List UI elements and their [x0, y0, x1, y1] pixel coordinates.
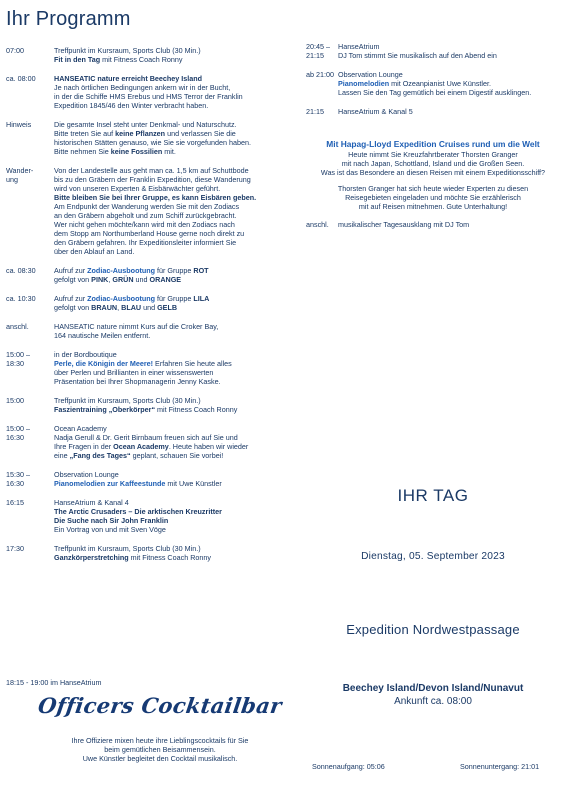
entry-line: [54, 147, 298, 156]
cocktail-title: Officers Cocktailbar: [36, 693, 284, 718]
entry-line: [54, 405, 298, 414]
promo-block: [306, 140, 560, 211]
text-span: Treffpunkt im Kursraum, Sports Club (30 Min.): [54, 544, 201, 553]
entry-line: [54, 368, 298, 377]
text-span: 164 nautische Meilen entfernt.: [54, 331, 151, 340]
text-span: Ein Vortrag von und mit Sven Vöge: [54, 525, 166, 534]
entry-time: 15:00 – 16:30: [6, 424, 30, 442]
schedule-entry: [6, 74, 298, 110]
entry-time: ca. 10:30: [6, 294, 36, 303]
text-span: dem Stopp am Northumberland House gerne noch direkt zu: [54, 229, 245, 238]
text-span: BRAUN: [91, 303, 118, 312]
text-span: Ganzkörperstretching: [54, 553, 129, 562]
entry-line: [54, 202, 298, 211]
entry-line: [54, 229, 298, 238]
entry-text: [54, 46, 298, 64]
entry-line: [54, 507, 298, 516]
entry-time: Hinweis: [6, 120, 32, 129]
text-span: HanseAtrium: [338, 42, 380, 51]
entry-line: [54, 322, 298, 331]
entry-time: Wander- ung: [6, 166, 34, 184]
text-span: Treffpunkt im Kursraum, Sports Club (30 Min.): [54, 396, 201, 405]
entry-line: [338, 70, 560, 79]
schedule-entry: [6, 120, 298, 156]
schedule-entry: [6, 470, 298, 488]
cocktail-time: 18:15 - 19:00 im HanseAtrium: [6, 678, 102, 687]
text-span: Je nach örtlichen Bedingungen ankern wir in der Bucht,: [54, 83, 231, 92]
entry-time: 15:30 – 16:30: [6, 470, 30, 488]
entry-text: [54, 120, 298, 156]
text-span: über Perlen und Brillianten in einer wissenswerten: [54, 368, 214, 377]
entry-time: ca. 08:00: [6, 74, 36, 83]
entry-text: [54, 74, 298, 110]
text-span: Die gesamte Insel steht unter Denkmal- und Naturschutz.: [54, 120, 237, 129]
text-span: eine: [54, 451, 70, 460]
text-line: mit nach Japan, Schottland, Island und die Großen Seen.: [341, 159, 525, 168]
text-line: Thorsten Granger hat sich heute wieder Experten zu diesen: [337, 184, 529, 193]
text-span: Zodiac-Ausbootung: [87, 294, 156, 303]
text-span: Aufruf zur: [54, 266, 88, 275]
entry-time: 07:00: [6, 46, 24, 55]
text-span: mit Ozeanpianist Uwe Künstler.: [389, 79, 491, 88]
evening-entries: [306, 42, 560, 126]
text-line: Ihre Offiziere mixen heute ihre Lieblingscocktails für Sie: [71, 736, 249, 745]
entry-line: [54, 331, 298, 340]
text-span: Die Suche nach Sir John Franklin: [54, 516, 169, 525]
sunrise-time: Sonnenaufgang: 05:06: [312, 762, 385, 771]
entry-line: [54, 424, 298, 433]
entry-time: anschl.: [6, 322, 29, 331]
text-line: Was ist das Besondere an diesen Reisen mit einem Expeditionsschiff?: [320, 168, 546, 177]
text-span: HanseAtrium & Kanal 4: [54, 498, 129, 507]
text-span: und verlassen Sie die: [165, 129, 236, 138]
text-span: HANSEATIC nature erreicht Beechey Island: [54, 74, 203, 83]
text-span: an den Gräbern abgeholt und zum Schiff zurückgebracht.: [54, 211, 237, 220]
entry-line: [338, 107, 560, 116]
text-span: GRÜN: [112, 275, 134, 284]
text-span: Ocean Academy: [113, 442, 169, 451]
entry-text: musikalischer Tagesausklang mit DJ Tom: [338, 220, 470, 229]
text-span: ORANGE: [149, 275, 182, 284]
text-span: ,: [108, 275, 113, 284]
text-span: mit Fitness Coach Ronny: [155, 405, 238, 414]
text-span: mit.: [162, 147, 176, 156]
text-span: HANSEATIC nature nimmt Kurs auf die Croker Bay,: [54, 322, 219, 331]
promo-title: Mit Hapag-Lloyd Expedition Cruises rund um die Welt: [326, 139, 540, 149]
text-span: mit Fitness Coach Ronny: [100, 55, 183, 64]
closing-entry: [306, 220, 560, 229]
text-span: Zodiac-Ausbootung: [87, 266, 156, 275]
entry-line: [54, 83, 298, 92]
schedule-entry: [6, 166, 298, 256]
entry-time: 21:15: [306, 107, 324, 116]
entry-time: 20:45 – 21:15: [306, 42, 330, 60]
page-title: Ihr Programm: [6, 8, 131, 30]
schedule-entry: [306, 107, 560, 116]
entry-line: [54, 184, 298, 193]
text-span: Expedition 1845/46 den Winter verbracht haben.: [54, 101, 209, 110]
schedule-entry: [6, 322, 298, 340]
text-span: Lassen Sie den Tag gemütlich bei einem Digestif ausklingen.: [338, 88, 532, 97]
entry-text: [54, 322, 298, 340]
schedule-entry: [6, 266, 298, 284]
entry-line: [54, 46, 298, 55]
text-span: The Arctic Crusaders – Die arktischen Kreuzritter: [54, 507, 222, 516]
entry-line: [54, 166, 298, 175]
schedule-entry: [6, 294, 298, 312]
text-span: geplant, schauen Sie vorbei!: [130, 451, 224, 460]
your-day-heading: IHR TAG: [397, 486, 469, 505]
entry-line: [54, 433, 298, 442]
text-span: Am Endpunkt der Wanderung werden Sie mit den Zodiacs: [54, 202, 240, 211]
text-span: den Gräbern gefahren. Ihr Expeditionsleiter informiert Sie: [54, 238, 237, 247]
entry-time: ab 21:00: [306, 70, 334, 79]
entry-time: 15:00 – 18:30: [6, 350, 30, 368]
entry-line: [338, 79, 560, 88]
text-span: Bitte bleiben Sie bei Ihrer Gruppe, es kann Eisbären geben.: [54, 193, 257, 202]
cocktail-description: [30, 736, 290, 763]
entry-line: [54, 470, 298, 479]
text-span: PINK: [91, 275, 109, 284]
text-span: „Fang des Tages“: [69, 451, 131, 460]
text-span: DJ Tom stimmt Sie musikalisch auf den Abend ein: [338, 51, 497, 60]
text-span: Fit in den Tag: [54, 55, 101, 64]
text-span: in der Bordboutique: [54, 350, 117, 359]
entry-line: [54, 193, 298, 202]
entry-text: [54, 294, 298, 312]
entry-text: [54, 470, 298, 488]
entry-text: [54, 396, 298, 414]
text-span: für Gruppe: [155, 294, 194, 303]
text-span: mit Fitness Coach Ronny: [128, 553, 211, 562]
text-span: . Heute haben wir wieder: [168, 442, 249, 451]
entry-time: 15:00: [6, 396, 24, 405]
entry-line: [54, 138, 298, 147]
text-span: gefolgt von: [54, 303, 92, 312]
entry-line: [54, 211, 298, 220]
entry-line: [54, 275, 298, 284]
location-name: Beechey Island/Devon Island/Nunavut: [342, 683, 524, 694]
text-span: und: [141, 303, 158, 312]
arrival-time: Ankunft ca. 08:00: [394, 696, 472, 707]
text-span: Perle, die Königin der Meere!: [54, 359, 154, 368]
entry-line: [54, 92, 298, 101]
entry-line: [54, 516, 298, 525]
text-span: keine Pflanzen: [115, 129, 166, 138]
text-line: mit auf Reisen mitnehmen. Gute Unterhaltung!: [358, 202, 508, 211]
text-span: Präsentation bei Ihrer Shopmanagerin Jenny Kaske.: [54, 377, 221, 386]
entry-line: [338, 42, 560, 51]
text-span: Bitte treten Sie auf: [54, 129, 116, 138]
promo-text-1: [306, 150, 560, 177]
entry-text: [54, 350, 298, 386]
text-span: keine Fossilien: [110, 147, 163, 156]
entry-line: [54, 525, 298, 534]
text-span: Ihre Fragen in der: [54, 442, 114, 451]
text-span: Faszientraining „Oberkörper“: [54, 405, 156, 414]
text-span: ROT: [193, 266, 209, 275]
entry-time: ca. 08:30: [6, 266, 36, 275]
entry-line: [54, 451, 298, 460]
program-left-column: [6, 46, 298, 572]
text-span: Bitte nehmen Sie: [54, 147, 111, 156]
text-span: und: [133, 275, 150, 284]
schedule-entry: [6, 498, 298, 534]
text-span: gefolgt von: [54, 275, 92, 284]
text-span: ,: [117, 303, 122, 312]
text-span: Pianomelodien zur Kaffeestunde: [54, 479, 166, 488]
entry-text: [338, 42, 560, 60]
text-span: in der die Schiffe HMS Erebus und HMS Terror der Franklin: [54, 92, 243, 101]
text-span: Nadja Gerull & Dr. Gerit Birnbaum freuen sich auf Sie und: [54, 433, 238, 442]
entry-text: [54, 424, 298, 460]
entry-line: [54, 303, 298, 312]
text-span: bis zu den Gräbern der Franklin Expedition, diese Wanderung: [54, 175, 251, 184]
entry-time: anschl.: [306, 220, 329, 229]
location-block: [306, 682, 560, 708]
entry-text: [54, 266, 298, 284]
entry-line: [338, 51, 560, 60]
entry-line: [54, 396, 298, 405]
entry-line: [54, 350, 298, 359]
text-span: wird von unseren Experten & Eisbärwächter geführt.: [54, 184, 221, 193]
entry-line: [54, 238, 298, 247]
entry-text: [54, 498, 298, 534]
entry-line: [54, 101, 298, 110]
entry-line: [54, 247, 298, 256]
text-span: Wer nicht gehen möchte/kann wird mit den Zodiacs nach: [54, 220, 235, 229]
entry-line: [54, 359, 298, 368]
entry-line: [54, 498, 298, 507]
entry-line: [54, 175, 298, 184]
entry-line: [54, 553, 298, 562]
entry-time: 16:15: [6, 498, 24, 507]
date-label: Dienstag, 05. September 2023: [361, 551, 505, 562]
schedule-entry: [306, 70, 560, 97]
text-line: Uwe Künstler begleitet den Cocktail musikalisch.: [82, 754, 238, 763]
sunset-time: Sonnenuntergang: 21:01: [460, 762, 540, 771]
text-span: Observation Lounge: [338, 70, 403, 79]
text-span: GELB: [157, 303, 178, 312]
text-span: historischen Stätten genauso, wie Sie sie vorgefunden haben.: [54, 138, 251, 147]
entry-line: [54, 377, 298, 386]
entry-line: [54, 544, 298, 553]
text-span: LILA: [193, 294, 210, 303]
schedule-entry: [6, 544, 298, 562]
text-line: Reisegebieten eingeladen und möchte Sie erzählerisch: [345, 193, 521, 202]
text-span: BLAU: [121, 303, 142, 312]
entry-line: [54, 74, 298, 83]
entry-line: [54, 479, 298, 488]
text-line: Heute nimmt Sie Kreuzfahrtberater Thorsten Granger: [348, 150, 518, 159]
entry-text: [338, 107, 560, 116]
text-span: Ocean Academy: [54, 424, 107, 433]
entry-text: [338, 70, 560, 97]
entry-line: [54, 294, 298, 303]
schedule-entry: [6, 424, 298, 460]
text-span: Aufruf zur: [54, 294, 88, 303]
text-span: Erfahren Sie heute alles: [153, 359, 232, 368]
entry-line: [54, 55, 298, 64]
entry-time: 17:30: [6, 544, 24, 553]
schedule-entry: [6, 396, 298, 414]
program-right-column: [306, 42, 560, 229]
text-span: über den Ablauf an Land.: [54, 247, 135, 256]
entry-text: [54, 166, 298, 256]
text-span: Von der Landestelle aus geht man ca. 1,5 km auf Schuttbode: [54, 166, 249, 175]
text-span: für Gruppe: [155, 266, 194, 275]
entry-line: [54, 120, 298, 129]
entry-line: [54, 266, 298, 275]
text-span: Pianomelodien: [338, 79, 390, 88]
text-span: Treffpunkt im Kursraum, Sports Club (30 Min.): [54, 46, 201, 55]
text-span: mit Uwe Künstler: [165, 479, 222, 488]
entry-text: [54, 544, 298, 562]
entry-line: [54, 220, 298, 229]
text-span: HanseAtrium & Kanal 5: [338, 107, 413, 116]
entry-line: [54, 442, 298, 451]
text-span: Observation Lounge: [54, 470, 119, 479]
text-line: beim gemütlichen Beisammensein.: [104, 745, 216, 754]
schedule-entry: [306, 42, 560, 60]
entry-line: [54, 129, 298, 138]
expedition-name: Expedition Nordwestpassage: [346, 622, 520, 637]
promo-text-2: [306, 184, 560, 211]
schedule-entry: [6, 46, 298, 64]
schedule-entry: [6, 350, 298, 386]
entry-line: [338, 88, 560, 97]
